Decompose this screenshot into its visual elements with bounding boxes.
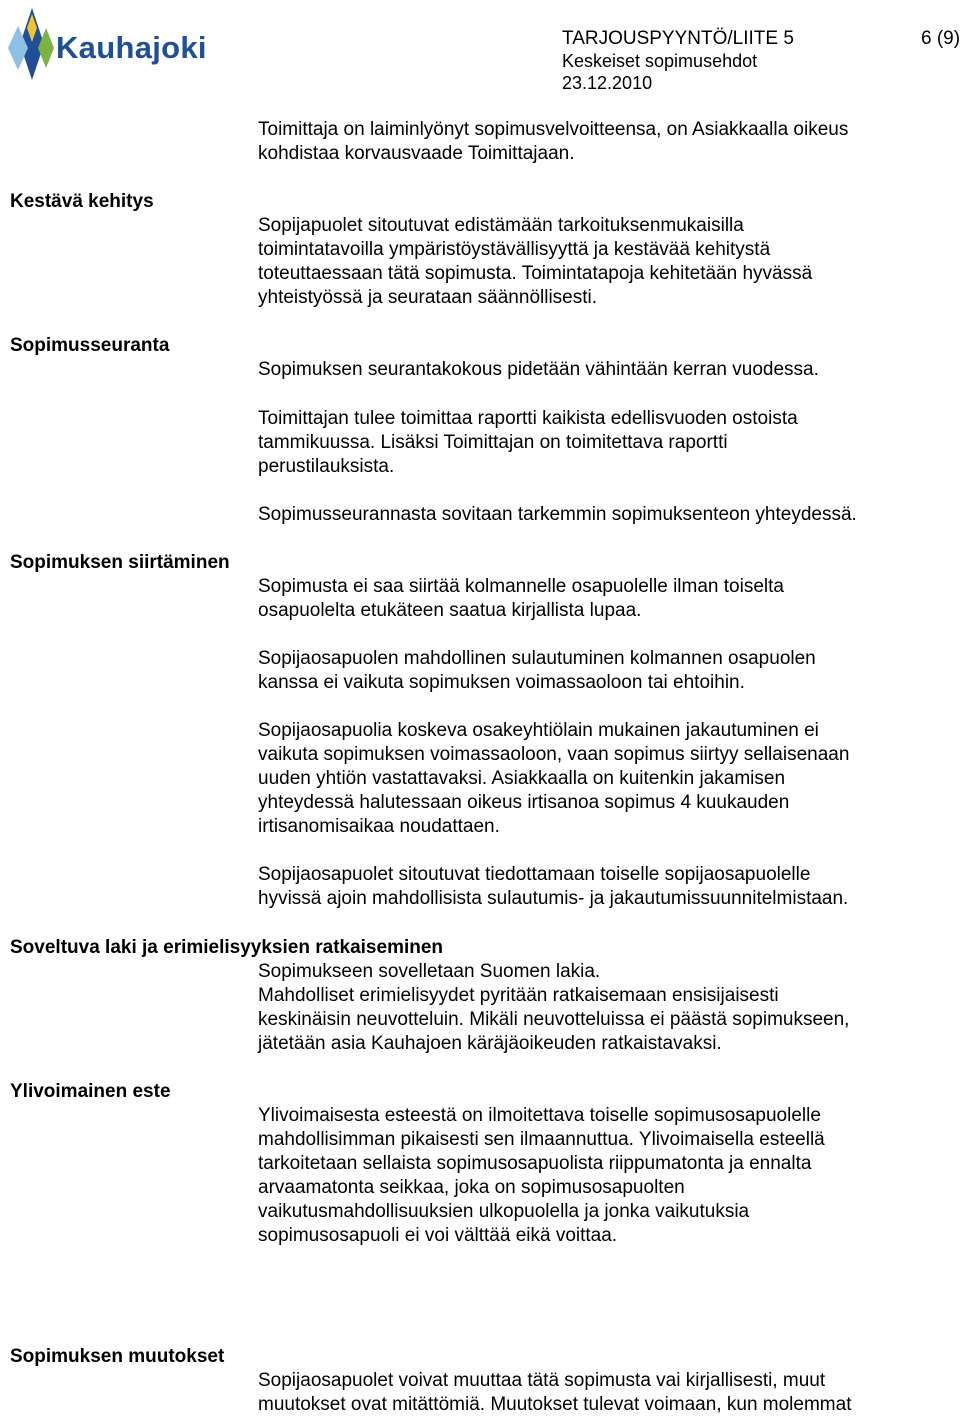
text-line: uuden yhtiön vastattavaksi. Asiakkaalla on kuitenkin jakamisen [258, 768, 786, 789]
paragraph-seurantakokous [258, 358, 948, 382]
paragraph-siirtokielto [258, 575, 948, 623]
text-line: Sopimusseurannasta sovitaan tarkemmin sopimuksenteon yhteydessä. [258, 504, 857, 525]
text-line: Sopimukseen sovelletaan Suomen lakia. [258, 961, 601, 982]
text-line: vaikuta sopimuksen voimassaoloon, vaan sopimus siirtyy sellaisenaan [258, 744, 850, 765]
text-line: perustilauksista. [258, 456, 395, 477]
text-line: kanssa ei vaikuta sopimuksen voimassaoloon tai ehtoihin. [258, 672, 745, 693]
kauhajoki-logo [4, 4, 242, 88]
text-line: irtisanomisaikaa noudattaen. [258, 816, 500, 837]
text-line: yhteydessä halutessaan oikeus irtisanoa sopimus 4 kuukauden [258, 792, 790, 813]
text-line: yhteistyössä ja seurataan säännöllisesti. [258, 287, 598, 308]
text-line: Sopijaosapuolen mahdollinen sulautuminen kolmannen osapuolen [258, 648, 816, 669]
text-line: arvaamatonta seikkaa, joka on sopimusosapuolten [258, 1177, 685, 1198]
text-line: Sopijaosapuolet sitoutuvat tiedottamaan toiselle sopijaosapuolelle [258, 864, 811, 885]
heading-sopimuksen-muutokset: Sopimuksen muutokset [10, 1346, 225, 1367]
text-line: Sopijaosapuolia koskeva osakeyhtiölain mukainen jakautuminen ei [258, 720, 819, 741]
text-line: tarkoitetaan sellaista sopimusosapuolista riippumatonta ja ennalta [258, 1153, 812, 1174]
text-line: keskinäisin neuvotteluin. Mikäli neuvotteluissa ei päästä sopimukseen, [258, 1009, 850, 1030]
page-number: 6 (9) [921, 28, 960, 49]
text-line: Sopimusta ei saa siirtää kolmannelle osapuolelle ilman toiselta [258, 576, 784, 597]
heading-sopimusseuranta: Sopimusseuranta [10, 335, 170, 356]
text-line: osapuolelta etukäteen saatua kirjallista lupaa. [258, 600, 642, 621]
heading-soveltuva-laki: Soveltuva laki ja erimielisyyksien ratkaiseminen [10, 937, 444, 958]
text-line: Toimittajan tulee toimittaa raportti kaikista edellisvuoden ostoista [258, 408, 798, 429]
paragraph-sovellettava-laki [258, 960, 948, 1056]
text-line: vaikutusmahdollisuuksien ulkopuolella ja jonka vaikutuksia [258, 1201, 750, 1222]
text-line: mahdollisimman pikaisesti sen ilmaannuttua. Ylivoimaisella esteellä [258, 1129, 825, 1150]
heading-kestava-kehitys: Kestävä kehitys [10, 191, 154, 212]
heading-sopimuksen-siirtaminen: Sopimuksen siirtäminen [10, 552, 230, 573]
text-line: Ylivoimaisesta esteestä on ilmoitettava toiselle sopimusosapuolelle [258, 1105, 821, 1126]
text-line: muutokset ovat mitättömiä. Muutokset tulevat voimaan, kun molemmat [258, 1394, 852, 1415]
text-line: toimintatavoilla ympäristöystävällisyyttä ja kestävää kehitystä [258, 239, 771, 260]
paragraph-raportti [258, 407, 948, 479]
text-line: hyvissä ajoin mahdollisista sulautumis- ja jakautumissuunnitelmistaan. [258, 888, 849, 909]
document-title: TARJOUSPYYNTÖ/LIITE 5 [562, 28, 794, 49]
paragraph-sopimusseurannasta [258, 503, 948, 527]
document-subtitle: Keskeiset sopimusehdot [562, 51, 758, 71]
text-line: Sopijaosapuolet voivat muuttaa tätä sopimusta vai kirjallisesti, muut [258, 1370, 826, 1391]
paragraph-sulautuminen [258, 647, 948, 695]
document-date: 23.12.2010 [562, 73, 653, 93]
text-line: tammikuussa. Lisäksi Toimittajan on toimitettava raportti [258, 432, 728, 453]
logo-text: Kauhajoki [56, 30, 207, 65]
paragraph-muutokset [258, 1369, 948, 1417]
text-line: Sopimuksen seurantakokous pidetään vähintään kerran vuodessa. [258, 359, 819, 380]
text-line: toteuttaessaan tätä sopimusta. Toimintatapoja kehitetään hyvässä [258, 263, 813, 284]
paragraph-ylivoimainen-este [258, 1104, 948, 1248]
paragraph-kestava-kehitys [258, 214, 948, 310]
text-line: sopimusosapuoli ei voi välttää eikä voittaa. [258, 1225, 618, 1246]
paragraph-tiedottaminen [258, 863, 948, 911]
text-line: Toimittaja on laiminlyönyt sopimusvelvoitteensa, on Asiakkaalla oikeus [258, 119, 849, 140]
heading-ylivoimainen-este: Ylivoimainen este [10, 1081, 171, 1102]
text-line: Sopijapuolet sitoutuvat edistämään tarkoituksenmukaisilla [258, 215, 744, 236]
text-line: jätetään asia Kauhajoen käräjäoikeuden ratkaistavaksi. [258, 1033, 722, 1054]
paragraph-jakautuminen [258, 719, 948, 839]
text-line: kohdistaa korvausvaade Toimittajaan. [258, 143, 575, 164]
logo-mark-icon [4, 4, 60, 88]
text-line: Mahdolliset erimielisyydet pyritään ratkaisemaan ensisijaisesti [258, 985, 779, 1006]
paragraph-korvausvaade [258, 118, 948, 166]
